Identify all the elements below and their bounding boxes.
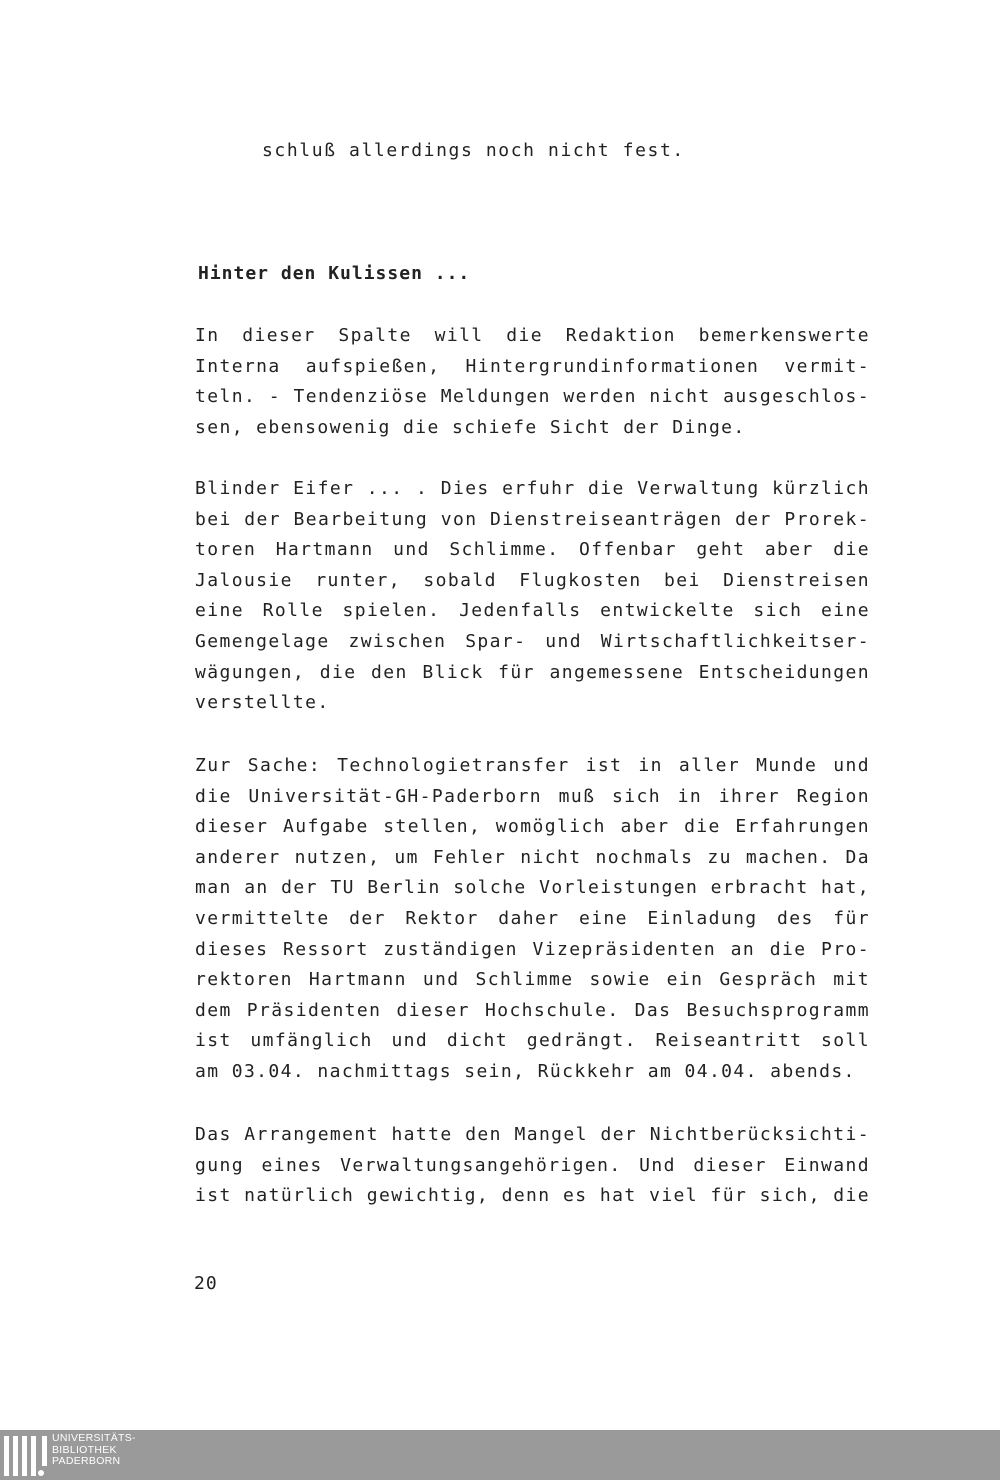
text-line: Blinder Eifer ... . Dies erfuhr die Verwaltung kürzlich xyxy=(195,478,870,499)
text-line: Interna aufspießen, Hintergrundinformationen vermit- xyxy=(195,355,870,377)
text-line: verstellte. xyxy=(195,692,330,714)
text-line: eine Rolle spielen. Jedenfalls entwickelte sich eine xyxy=(195,600,870,622)
text-line: Zur Sache: Technologietransfer ist in aller Munde und xyxy=(195,755,870,776)
section-heading: Hinter den Kulissen ... xyxy=(198,263,471,284)
text-line: dieser Aufgabe stellen, womöglich aber die Erfahrungen xyxy=(195,816,870,838)
library-name-line: UNIVERSITÄTS- xyxy=(52,1432,136,1444)
logo-dot-icon xyxy=(38,1470,44,1476)
text-line: bei der Bearbeitung von Dienstreiseanträgen der Prorek- xyxy=(195,508,870,530)
library-footer-bar xyxy=(0,1430,1000,1480)
text-line: ist umfänglich und dicht gedrängt. Reiseantritt soll xyxy=(195,1030,870,1052)
text-line: toren Hartmann und Schlimme. Offenbar geht aber die xyxy=(195,539,870,561)
text-line: anderer nutzen, um Fehler nicht nochmals zu machen. Da xyxy=(195,846,870,868)
library-name-line: BIBLIOTHEK xyxy=(52,1443,117,1456)
text-line: die Universität-GH-Paderborn muß sich in ihrer Region xyxy=(195,785,870,807)
text-line: Das Arrangement hatte den Mangel der Nichtberücksichti- xyxy=(195,1124,870,1145)
library-name xyxy=(52,1433,136,1468)
paragraph-blinder-eifer xyxy=(195,474,870,719)
text-line: am 03.04. nachmittags sein, Rückkehr am 04.04. abends. xyxy=(195,1060,856,1082)
library-name-line: PADERBORN xyxy=(52,1455,121,1467)
continuation-line: schluß allerdings noch nicht fest. xyxy=(262,140,685,161)
text-line: Jalousie runter, sobald Flugkosten bei Dienstreisen xyxy=(195,569,870,591)
text-line: gung eines Verwaltungsangehörigen. Und dieser Einwand xyxy=(195,1154,870,1176)
text-line: sen, ebensowenig die schiefe Sicht der Dinge. xyxy=(195,416,746,438)
text-line: wägungen, die den Blick für angemessene Entscheidungen xyxy=(195,661,870,683)
paragraph-arrangement xyxy=(195,1120,870,1212)
text-line: dieses Ressort zuständigen Vizepräsidenten an die Pro- xyxy=(195,938,870,960)
paragraph-zur-sache xyxy=(195,751,870,1088)
text-line: In dieser Spalte will die Redaktion bemerkenswerte xyxy=(195,325,870,346)
page-number: 20 xyxy=(194,1273,218,1294)
text-line: teln. - Tendenziöse Meldungen werden nicht ausgeschlos- xyxy=(195,386,870,408)
text-line: man an der TU Berlin solche Vorleistungen erbracht hat, xyxy=(195,877,870,899)
text-line: vermittelte der Rektor daher eine Einladung des für xyxy=(195,907,870,929)
text-line: rektoren Hartmann und Schlimme sowie ein Gespräch mit xyxy=(195,969,870,991)
text-line: ist natürlich gewichtig, denn es hat viel für sich, die xyxy=(195,1185,870,1207)
paragraph-intro xyxy=(195,321,870,443)
text-line: Gemengelage zwischen Spar- und Wirtschaftlichkeitser- xyxy=(195,630,870,652)
text-line: dem Präsidenten dieser Hochschule. Das Besuchsprogramm xyxy=(195,999,870,1021)
